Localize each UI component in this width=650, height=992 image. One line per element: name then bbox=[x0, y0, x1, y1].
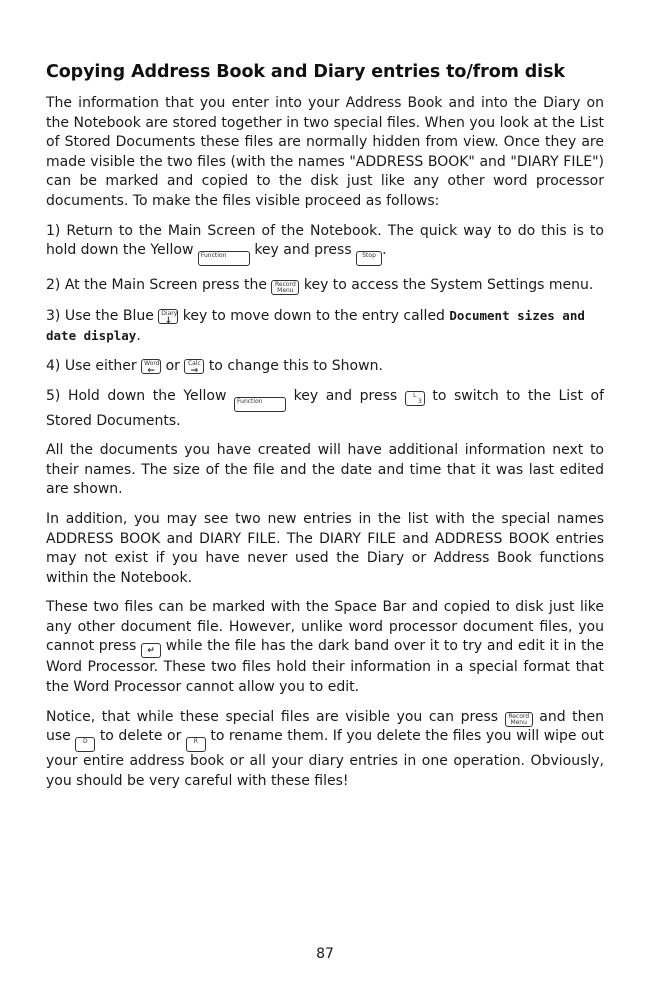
menu-key-bottom: Menu bbox=[510, 718, 527, 726]
step-5-text-a: 5) Hold down the Yellow bbox=[46, 387, 227, 404]
menu-key-icon bbox=[505, 712, 533, 727]
word-key-top: Word bbox=[144, 359, 160, 367]
step-3-text-a: 3) Use the Blue bbox=[46, 307, 154, 324]
step-4-text-b: or bbox=[165, 357, 180, 374]
step-5-text-c: to switch to the List of Stored Documents. bbox=[46, 387, 605, 429]
notice-text-d: to rename them. If you delete the files you will wipe out your entire address book or all your diary entries in one operation. Obviously, you should be very careful with these files! bbox=[46, 728, 604, 789]
l3-key-bottom: 3 bbox=[417, 397, 422, 405]
special-entries-paragraph: In addition, you may see two new entries in the list with the special names ADDRESS BOOK and DIARY FILE. The DIARY FILE and ADDRESS BOOK entries may not exist if you have never used the Diary or Address Book functions within the Notebook. bbox=[46, 510, 604, 586]
notice-text-b: and then use bbox=[46, 708, 605, 745]
stop-key-icon bbox=[356, 251, 382, 266]
enter-arrow-icon: ↵ bbox=[147, 646, 155, 657]
diary-key-top: Diary bbox=[161, 309, 178, 317]
r-key-label: R bbox=[193, 738, 198, 746]
down-arrow-icon: ↓ bbox=[164, 315, 173, 326]
word-left-key-icon bbox=[141, 359, 161, 374]
step-2-text-b: key to access the System Settings menu. bbox=[303, 277, 594, 294]
diary-down-key-icon bbox=[158, 309, 178, 324]
menu-key-top: Record bbox=[275, 281, 296, 289]
notice-text-c: to delete or bbox=[99, 728, 182, 745]
l3-key-top: L bbox=[413, 391, 417, 399]
menu-key-icon bbox=[271, 280, 299, 295]
marking-text-b: while the file has the dark band over it to try and edit it in the Word Processor. These two files hold their information in a special format that the Word Processor cannot allow you to edit. bbox=[46, 638, 604, 696]
step-2 bbox=[46, 276, 604, 296]
step-5 bbox=[46, 387, 604, 432]
step-1 bbox=[46, 222, 604, 267]
step-3-text-c: . bbox=[136, 328, 141, 345]
function-key-label: Function bbox=[200, 252, 227, 260]
right-arrow-icon: → bbox=[190, 365, 199, 376]
step-3-text-b: key to move down to the entry called bbox=[182, 307, 445, 324]
page-number: 87 bbox=[316, 946, 334, 962]
notice-paragraph bbox=[46, 708, 604, 792]
document-page bbox=[46, 62, 604, 801]
step-1-text-c: . bbox=[382, 242, 387, 259]
step-4-text-a: 4) Use either bbox=[46, 357, 137, 374]
step-4-text-c: to change this to Shown. bbox=[208, 357, 383, 374]
section-heading: Copying Address Book and Diary entries to/from disk bbox=[46, 62, 565, 82]
function-key-label: Function bbox=[237, 397, 263, 405]
step-1-text-a: 1) Return to the Main Screen of the Notebook. The quick way to do this is to hold down the Yellow bbox=[46, 222, 604, 259]
step-3 bbox=[46, 306, 604, 347]
r-key-icon bbox=[186, 737, 206, 752]
step-4 bbox=[46, 357, 604, 377]
notice-text-a: Notice, that while these special files are visible you can press bbox=[46, 708, 499, 725]
step-5-text-b: key and press bbox=[293, 387, 398, 404]
function-key-icon bbox=[234, 397, 286, 412]
step-1-text-b: key and press bbox=[254, 242, 352, 259]
setting-name-code: Document sizes and date display bbox=[46, 307, 585, 344]
marking-paragraph bbox=[46, 598, 604, 697]
menu-key-top: Record bbox=[508, 712, 530, 720]
calc-key-top: Calc bbox=[187, 359, 201, 367]
d-key-label: D bbox=[82, 738, 88, 746]
l3-key-icon bbox=[405, 391, 425, 406]
menu-key-bottom: Menu bbox=[277, 287, 294, 295]
intro-paragraph: The information that you enter into your Address Book and into the Diary on the Notebook are stored together in two special files. When you look at the List of Stored Documents these files are normally hidden from view. Once they are made visible the two files (with the names "ADDRESS BOOK" and "DIARY FILE") can be marked and copied to the disk just like any other word processor documents. To make the files visible proceed as follows: bbox=[46, 95, 604, 209]
documents-info-paragraph: All the documents you have created will have additional information next to their names. The size of the file and the date and time that it was last edited are shown. bbox=[46, 442, 604, 498]
calc-right-key-icon bbox=[184, 359, 204, 374]
function-key-icon bbox=[198, 251, 250, 266]
stop-key-label: Stop bbox=[362, 252, 376, 260]
enter-key-icon bbox=[141, 643, 161, 658]
d-key-icon bbox=[75, 737, 95, 752]
marking-text-a: These two files can be marked with the Space Bar and copied to disk just like any other document file. However, unlike word processor document files, you cannot press bbox=[46, 599, 604, 655]
step-2-text-a: 2) At the Main Screen press the bbox=[46, 277, 267, 294]
left-arrow-icon: ← bbox=[147, 365, 155, 376]
